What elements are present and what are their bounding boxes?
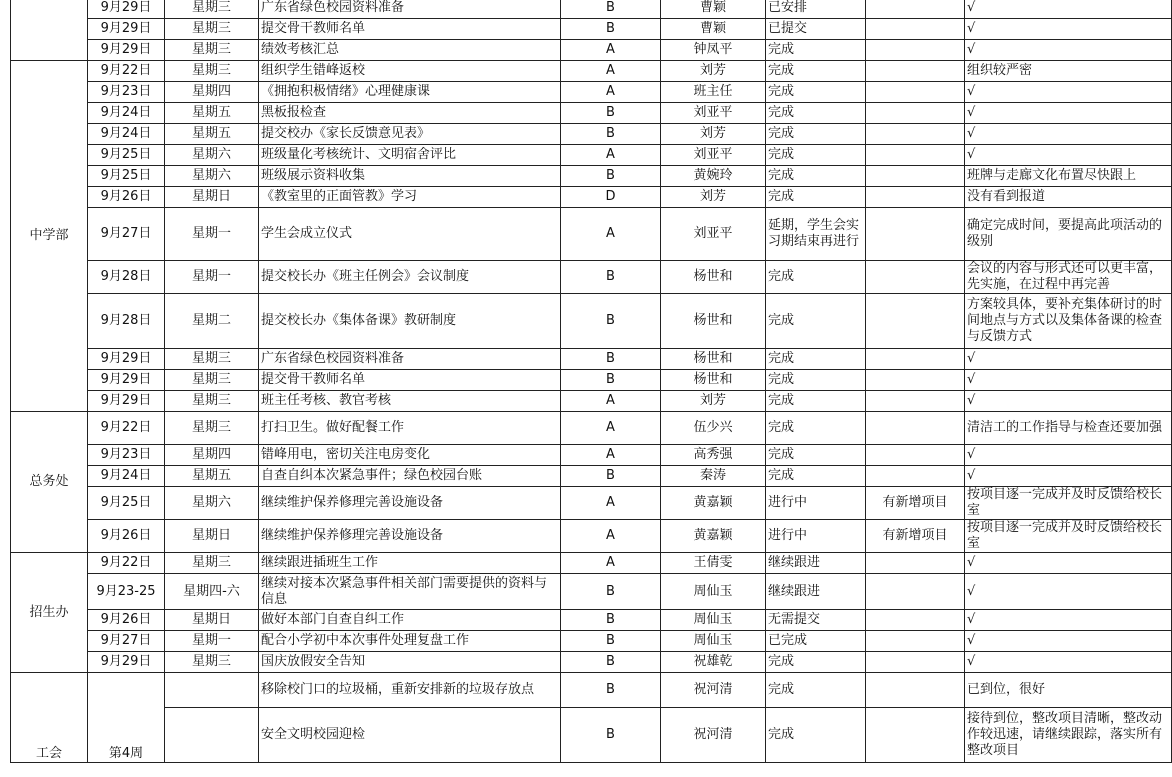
table-row [11, 445, 1172, 466]
remark-cell: √ [965, 124, 1172, 145]
grade-cell: A [561, 40, 661, 61]
grade-cell: B [561, 166, 661, 187]
weekday-cell: 星期四-六 [165, 574, 259, 610]
date-cell: 9月29日 [88, 349, 165, 370]
weekday-cell: 星期日 [165, 610, 259, 631]
department-cell: 招生办 [11, 553, 88, 673]
remark-cell: 按项目逐一完成并及时反馈给校长室 [965, 487, 1172, 520]
date-cell: 9月23日 [88, 82, 165, 103]
grade-cell: B [561, 631, 661, 652]
remark-cell: √ [965, 103, 1172, 124]
grade-cell: A [561, 208, 661, 261]
status-cell: 已完成 [766, 631, 866, 652]
weekday-cell: 星期三 [165, 391, 259, 412]
date-cell: 9月29日 [88, 0, 165, 19]
table-row [11, 652, 1172, 673]
weekday-cell: 星期六 [165, 145, 259, 166]
task-cell: 国庆放假安全告知 [259, 652, 561, 673]
weekday-cell: 星期三 [165, 412, 259, 445]
person-cell: 伍少兴 [661, 412, 766, 445]
date-cell: 9月24日 [88, 124, 165, 145]
note-cell [866, 652, 965, 673]
table-row [11, 294, 1172, 349]
remark-cell: √ [965, 391, 1172, 412]
table-row [11, 466, 1172, 487]
remark-cell: 确定完成时间，要提高此项活动的级别 [965, 208, 1172, 261]
remark-cell: √ [965, 145, 1172, 166]
grade-cell: B [561, 370, 661, 391]
status-cell: 完成 [766, 261, 866, 294]
note-cell [866, 349, 965, 370]
note-cell [866, 19, 965, 40]
person-cell: 曹颖 [661, 0, 766, 19]
task-cell: 继续维护保养修理完善设施设备 [259, 520, 561, 553]
date-cell: 9月27日 [88, 208, 165, 261]
note-cell [866, 631, 965, 652]
weekday-cell: 星期三 [165, 40, 259, 61]
remark-cell: 已到位，很好 [965, 673, 1172, 708]
note-cell [866, 40, 965, 61]
table-row [11, 208, 1172, 261]
status-cell: 完成 [766, 708, 866, 763]
date-cell: 9月25日 [88, 487, 165, 520]
person-cell: 杨世和 [661, 349, 766, 370]
note-cell [866, 412, 965, 445]
weekday-cell: 星期日 [165, 520, 259, 553]
note-cell [866, 82, 965, 103]
table-row [11, 412, 1172, 445]
status-cell: 完成 [766, 187, 866, 208]
remark-cell: 没有看到报道 [965, 187, 1172, 208]
department-cell: 工会 [11, 673, 88, 763]
date-cell: 9月29日 [88, 40, 165, 61]
task-cell: 班级展示资料收集 [259, 166, 561, 187]
remark-cell: √ [965, 574, 1172, 610]
person-cell: 周仙玉 [661, 610, 766, 631]
table-row [11, 145, 1172, 166]
grade-cell: A [561, 391, 661, 412]
note-cell [866, 166, 965, 187]
task-cell: 提交校长办《集体备课》教研制度 [259, 294, 561, 349]
task-cell: 错峰用电，密切关注电房变化 [259, 445, 561, 466]
remark-cell: √ [965, 349, 1172, 370]
task-cell: 打扫卫生。做好配餐工作 [259, 412, 561, 445]
task-cell: 广东省绿色校园资料准备 [259, 0, 561, 19]
date-cell: 9月23日 [88, 445, 165, 466]
task-cell: 自查自纠本次紧急事件；绿色校园台账 [259, 466, 561, 487]
task-cell: 广东省绿色校园资料准备 [259, 349, 561, 370]
remark-cell: √ [965, 631, 1172, 652]
note-cell [866, 553, 965, 574]
status-cell: 完成 [766, 445, 866, 466]
status-cell: 延期，学生会实习期结束再进行 [766, 208, 866, 261]
person-cell: 王倩雯 [661, 553, 766, 574]
grade-cell: A [561, 412, 661, 445]
task-cell: 班主任考核、教官考核 [259, 391, 561, 412]
person-cell: 黄婉玲 [661, 166, 766, 187]
grade-cell: B [561, 19, 661, 40]
task-cell: 继续跟进插班生工作 [259, 553, 561, 574]
grade-cell: A [561, 145, 661, 166]
status-cell: 无需提交 [766, 610, 866, 631]
grade-cell: B [561, 103, 661, 124]
weekday-cell: 星期三 [165, 349, 259, 370]
grade-cell: A [561, 520, 661, 553]
person-cell: 刘芳 [661, 391, 766, 412]
table-row [11, 82, 1172, 103]
table-row [11, 40, 1172, 61]
remark-cell: √ [965, 610, 1172, 631]
note-cell [866, 208, 965, 261]
status-cell: 完成 [766, 145, 866, 166]
date-cell: 9月29日 [88, 370, 165, 391]
date-cell: 9月27日 [88, 631, 165, 652]
date-cell: 9月26日 [88, 520, 165, 553]
status-cell: 完成 [766, 370, 866, 391]
note-cell [866, 145, 965, 166]
work-report-table [10, 0, 1172, 763]
weekday-cell: 星期三 [165, 370, 259, 391]
note-cell [866, 103, 965, 124]
weekday-cell [165, 708, 259, 763]
note-cell [866, 0, 965, 19]
person-cell: 刘芳 [661, 124, 766, 145]
task-cell: 继续维护保养修理完善设施设备 [259, 487, 561, 520]
task-cell: 组织学生错峰返校 [259, 61, 561, 82]
status-cell: 完成 [766, 124, 866, 145]
status-cell: 已安排 [766, 0, 866, 19]
task-cell: 班级量化考核统计、文明宿舍评比 [259, 145, 561, 166]
department-cell: 中学部 [11, 61, 88, 412]
task-cell: 做好本部门自查自纠工作 [259, 610, 561, 631]
grade-cell: B [561, 610, 661, 631]
weekday-cell: 星期五 [165, 466, 259, 487]
note-cell: 有新增项目 [866, 520, 965, 553]
remark-cell: 按项目逐一完成并及时反馈给校长室 [965, 520, 1172, 553]
status-cell: 完成 [766, 349, 866, 370]
table-row [11, 520, 1172, 553]
person-cell: 周仙玉 [661, 631, 766, 652]
status-cell: 完成 [766, 61, 866, 82]
task-cell: 安全文明校园迎检 [259, 708, 561, 763]
grade-cell: B [561, 294, 661, 349]
grade-cell: A [561, 487, 661, 520]
person-cell: 高秀强 [661, 445, 766, 466]
table-row [11, 261, 1172, 294]
note-cell [866, 61, 965, 82]
status-cell: 完成 [766, 412, 866, 445]
task-cell: 配合小学初中本次事件处理复盘工作 [259, 631, 561, 652]
note-cell [866, 370, 965, 391]
person-cell: 杨世和 [661, 294, 766, 349]
remark-cell: √ [965, 553, 1172, 574]
weekday-cell: 星期六 [165, 487, 259, 520]
weekday-cell: 星期三 [165, 19, 259, 40]
department-cell [11, 0, 88, 61]
weekday-cell: 星期三 [165, 553, 259, 574]
person-cell: 刘亚平 [661, 208, 766, 261]
table-row [11, 708, 1172, 763]
table-row [11, 553, 1172, 574]
date-cell: 9月28日 [88, 294, 165, 349]
remark-cell: 方案较具体，要补充集体研讨的时间地点与方式以及集体备课的检查与反馈方式 [965, 294, 1172, 349]
task-cell: 《教室里的正面管教》学习 [259, 187, 561, 208]
remark-cell: √ [965, 19, 1172, 40]
table-row [11, 0, 1172, 19]
date-cell: 9月22日 [88, 61, 165, 82]
person-cell: 黄嘉颖 [661, 487, 766, 520]
note-cell [866, 187, 965, 208]
table-row [11, 19, 1172, 40]
grade-cell: D [561, 187, 661, 208]
date-cell: 9月28日 [88, 261, 165, 294]
table-body [11, 0, 1172, 763]
task-cell: 《拥抱积极情绪》心理健康课 [259, 82, 561, 103]
note-cell [866, 391, 965, 412]
weekday-cell: 星期二 [165, 294, 259, 349]
weekday-cell: 星期三 [165, 0, 259, 19]
date-cell: 9月24日 [88, 466, 165, 487]
task-cell: 继续对接本次紧急事件相关部门需要提供的资料与信息 [259, 574, 561, 610]
status-cell: 完成 [766, 652, 866, 673]
person-cell: 杨世和 [661, 261, 766, 294]
date-cell: 9月25日 [88, 166, 165, 187]
grade-cell: B [561, 0, 661, 19]
grade-cell: A [561, 82, 661, 103]
status-cell: 完成 [766, 103, 866, 124]
date-cell: 9月22日 [88, 412, 165, 445]
weekday-cell: 星期五 [165, 103, 259, 124]
weekday-cell [165, 673, 259, 708]
note-cell: 有新增项目 [866, 487, 965, 520]
note-cell [866, 445, 965, 466]
person-cell: 刘芳 [661, 187, 766, 208]
remark-cell: √ [965, 445, 1172, 466]
table-row [11, 103, 1172, 124]
weekday-cell: 星期日 [165, 187, 259, 208]
status-cell: 已提交 [766, 19, 866, 40]
task-cell: 绩效考核汇总 [259, 40, 561, 61]
status-cell: 完成 [766, 166, 866, 187]
table-row [11, 391, 1172, 412]
date-cell: 9月25日 [88, 145, 165, 166]
weekday-cell: 星期一 [165, 631, 259, 652]
remark-cell: √ [965, 40, 1172, 61]
weekday-cell: 星期一 [165, 208, 259, 261]
note-cell [866, 124, 965, 145]
note-cell [866, 294, 965, 349]
table-row [11, 166, 1172, 187]
grade-cell: B [561, 261, 661, 294]
table-row [11, 349, 1172, 370]
weekday-cell: 星期三 [165, 61, 259, 82]
status-cell: 完成 [766, 673, 866, 708]
grade-cell: B [561, 466, 661, 487]
note-cell [866, 708, 965, 763]
date-cell: 9月22日 [88, 553, 165, 574]
grade-cell: A [561, 61, 661, 82]
person-cell: 周仙玉 [661, 574, 766, 610]
status-cell: 继续跟进 [766, 553, 866, 574]
task-cell: 移除校门口的垃圾桶，重新安排新的垃圾存放点 [259, 673, 561, 708]
remark-cell: √ [965, 82, 1172, 103]
remark-cell: 组织较严密 [965, 61, 1172, 82]
note-cell [866, 610, 965, 631]
grade-cell: A [561, 445, 661, 466]
date-cell: 9月26日 [88, 610, 165, 631]
date-cell: 9月24日 [88, 103, 165, 124]
person-cell: 刘亚平 [661, 103, 766, 124]
person-cell: 黄嘉颖 [661, 520, 766, 553]
task-cell: 黑板报检查 [259, 103, 561, 124]
table-row [11, 124, 1172, 145]
remark-cell: 清洁工的工作指导与检查还要加强 [965, 412, 1172, 445]
grade-cell: B [561, 673, 661, 708]
remark-cell: √ [965, 0, 1172, 19]
task-cell: 提交骨干教师名单 [259, 19, 561, 40]
status-cell: 继续跟进 [766, 574, 866, 610]
remark-cell: √ [965, 466, 1172, 487]
person-cell: 祝河清 [661, 673, 766, 708]
person-cell: 祝雄乾 [661, 652, 766, 673]
remark-cell: √ [965, 652, 1172, 673]
note-cell [866, 673, 965, 708]
grade-cell: B [561, 652, 661, 673]
grade-cell: B [561, 574, 661, 610]
note-cell [866, 574, 965, 610]
date-cell: 9月26日 [88, 187, 165, 208]
grade-cell: B [561, 124, 661, 145]
person-cell: 班主任 [661, 82, 766, 103]
grade-cell: A [561, 553, 661, 574]
table-row [11, 574, 1172, 610]
task-cell: 提交骨干教师名单 [259, 370, 561, 391]
table-row [11, 61, 1172, 82]
person-cell: 祝河清 [661, 708, 766, 763]
remark-cell: 会议的内容与形式还可以更丰富，先实施，在过程中再完善 [965, 261, 1172, 294]
date-cell: 9月29日 [88, 391, 165, 412]
table-row [11, 631, 1172, 652]
weekday-cell: 星期三 [165, 652, 259, 673]
person-cell: 钟凤平 [661, 40, 766, 61]
weekday-cell: 星期六 [165, 166, 259, 187]
date-cell: 9月23-25 [88, 574, 165, 610]
remark-cell: 接待到位，整改项目清晰，整改动作较迅速，请继续跟踪，落实所有整改项目 [965, 708, 1172, 763]
table-row [11, 487, 1172, 520]
table-row [11, 610, 1172, 631]
person-cell: 杨世和 [661, 370, 766, 391]
table-row [11, 673, 1172, 708]
note-cell [866, 466, 965, 487]
weekday-cell: 星期五 [165, 124, 259, 145]
grade-cell: B [561, 349, 661, 370]
person-cell: 秦涛 [661, 466, 766, 487]
week-cell: 第4周 [88, 673, 165, 763]
status-cell: 完成 [766, 391, 866, 412]
person-cell: 刘亚平 [661, 145, 766, 166]
task-cell: 学生会成立仪式 [259, 208, 561, 261]
remark-cell: 班牌与走廊文化布置尽快跟上 [965, 166, 1172, 187]
weekday-cell: 星期四 [165, 445, 259, 466]
grade-cell: B [561, 708, 661, 763]
weekday-cell: 星期四 [165, 82, 259, 103]
person-cell: 刘芳 [661, 61, 766, 82]
status-cell: 完成 [766, 294, 866, 349]
status-cell: 进行中 [766, 487, 866, 520]
status-cell: 完成 [766, 466, 866, 487]
task-cell: 提交校办《家长反馈意见表》 [259, 124, 561, 145]
date-cell: 9月29日 [88, 19, 165, 40]
table-row [11, 187, 1172, 208]
department-cell: 总务处 [11, 412, 88, 553]
table-row [11, 370, 1172, 391]
status-cell: 完成 [766, 40, 866, 61]
note-cell [866, 261, 965, 294]
date-cell: 9月29日 [88, 652, 165, 673]
person-cell: 曹颖 [661, 19, 766, 40]
status-cell: 进行中 [766, 520, 866, 553]
remark-cell: √ [965, 370, 1172, 391]
status-cell: 完成 [766, 82, 866, 103]
weekday-cell: 星期一 [165, 261, 259, 294]
task-cell: 提交校长办《班主任例会》会议制度 [259, 261, 561, 294]
